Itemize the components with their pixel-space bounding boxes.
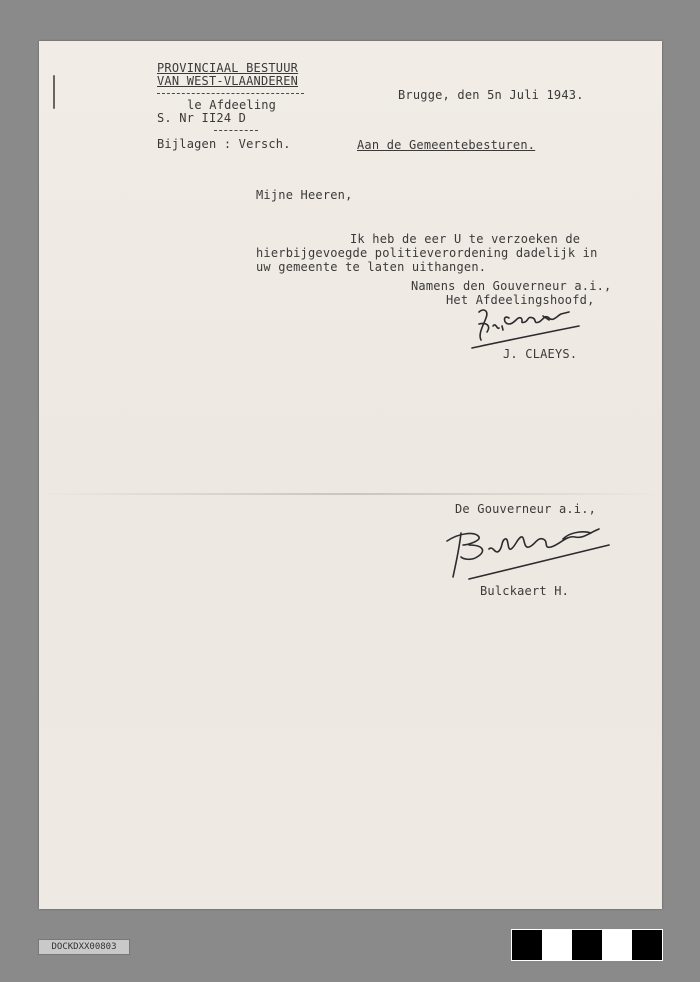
closing-line2: Het Afdeelingshoofd, — [446, 293, 595, 307]
body-line1: Ik heb de eer U te verzoeken de — [350, 232, 581, 246]
reference-number: S. Nr II24 D — [157, 111, 247, 125]
body-line2: hierbijgevoegde politieverordening dadelijk in — [256, 246, 598, 260]
paper-fold — [39, 493, 662, 495]
gray-scale-bar — [511, 929, 663, 961]
scale-block-black — [512, 930, 542, 960]
letter-page — [39, 41, 662, 909]
scale-block-black — [632, 930, 662, 960]
scale-block-white — [602, 930, 632, 960]
scale-block-black — [572, 930, 602, 960]
letterhead-line2: VAN WEST-VLAANDEREN — [157, 74, 299, 88]
bulckaert-signature — [439, 511, 619, 586]
archive-label: DOCKDXX00803 — [38, 939, 130, 955]
attachments: Bijlagen : Versch. — [157, 137, 291, 151]
letter-date: Brugge, den 5n Juli 1943. — [398, 88, 584, 102]
scale-block-white — [542, 930, 572, 960]
governor-title: De Gouverneur a.i., — [455, 502, 597, 516]
salutation: Mijne Heeren, — [256, 188, 353, 202]
reference-rule — [214, 130, 258, 131]
claeys-name: J. CLAEYS. — [503, 347, 578, 361]
body-line3: uw gemeente te laten uithangen. — [256, 260, 487, 274]
letterhead-line1: PROVINCIAAL BESTUUR — [157, 61, 299, 75]
recipient: Aan de Gemeentebesturen. — [357, 138, 536, 152]
closing-line1: Namens den Gouverneur a.i., — [411, 279, 612, 293]
department: le Afdeeling — [187, 98, 277, 112]
pin-hole — [53, 75, 55, 109]
letterhead-rule — [157, 93, 304, 94]
governor-name: Bulckaert H. — [480, 584, 570, 598]
